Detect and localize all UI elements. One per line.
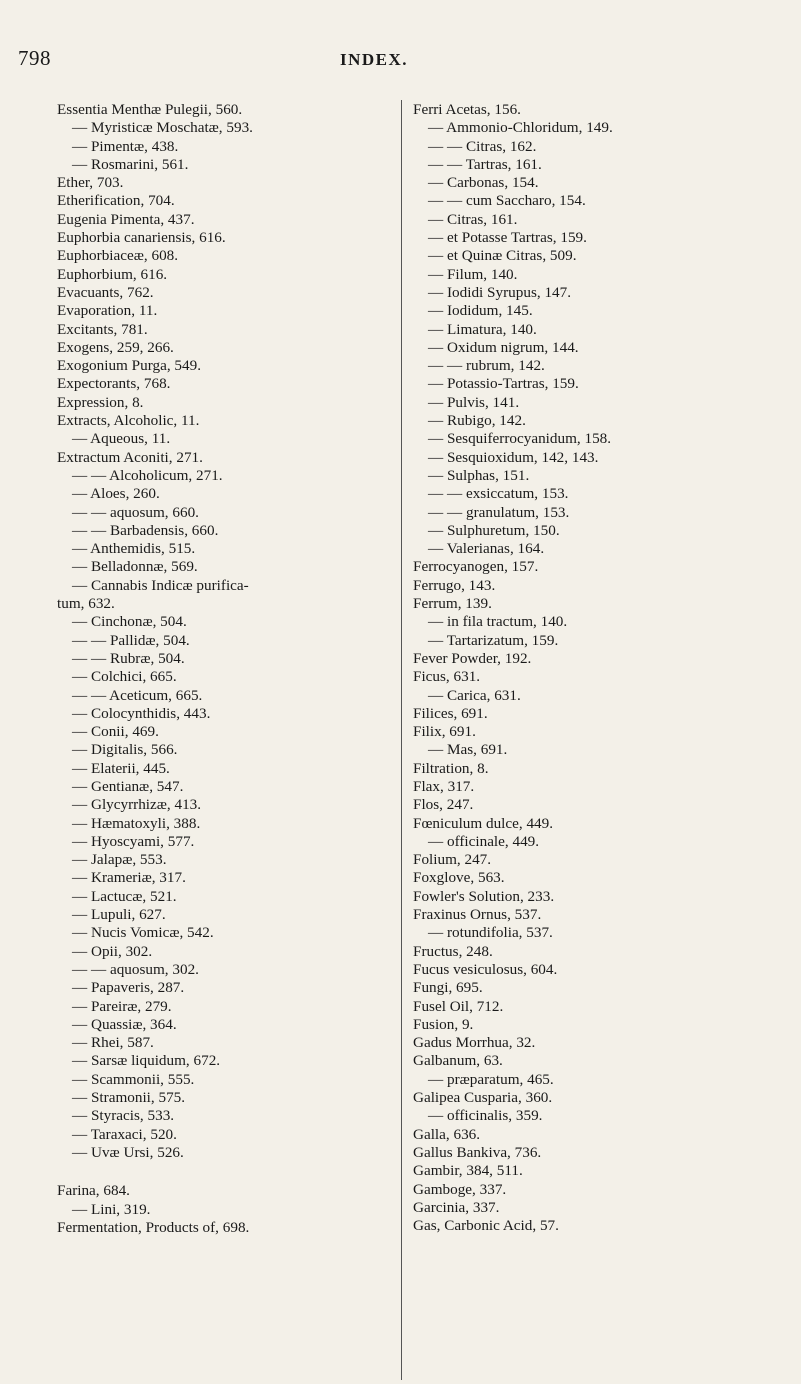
index-entry: Gas, Carbonic Acid, 57. [413, 1217, 559, 1235]
index-entry: Fusel Oil, 712. [413, 997, 504, 1015]
index-subentry: — Sesquiferrocyanidum, 158. [428, 430, 612, 448]
index-subentry: — Hyoscyami, 577. [72, 832, 195, 850]
index-subentry: — Iodidi Syrupus, 147. [428, 283, 572, 301]
index-subentry: — Stramonii, 575. [72, 1089, 186, 1107]
index-subentry: — in fila tractum, 140. [428, 613, 568, 631]
index-subentry: — Lactucæ, 521. [72, 887, 177, 905]
index-entry: Fever Powder, 192. [413, 649, 532, 667]
index-subentry: — — Aceticum, 665. [72, 686, 203, 704]
index-entry: Fusion, 9. [413, 1015, 474, 1033]
index-entry: Extractum Aconiti, 271. [57, 448, 203, 466]
index-entry: Euphorbia canariensis, 616. [57, 229, 226, 247]
index-entry: Fermentation, Products of, 698. [57, 1218, 250, 1236]
running-head-title: INDEX. [340, 50, 409, 69]
index-entry: Galipea Cusparia, 360. [413, 1089, 553, 1107]
index-subentry: — — Barbadensis, 660. [72, 521, 219, 539]
index-subentry: — Papaveris, 287. [72, 979, 185, 997]
index-entry: Expectorants, 768. [57, 375, 171, 393]
index-entry: Fungi, 695. [413, 979, 483, 997]
index-gap [57, 1162, 397, 1182]
index-subentry: — Scammonii, 555. [72, 1070, 195, 1088]
index-entry: Gallus Bankiva, 736. [413, 1143, 542, 1161]
index-subentry: — Cannabis Indicæ purifica- [72, 576, 249, 594]
index-subentry: — Styracis, 533. [72, 1107, 175, 1125]
index-subentry: — Opii, 302. [72, 942, 153, 960]
index-entry: Farina, 684. [57, 1182, 130, 1200]
index-entry: Ferrum, 139. [413, 595, 492, 613]
index-subentry: — — Rubræ, 504. [72, 649, 185, 667]
index-subentry: — Colocynthidis, 443. [72, 704, 211, 722]
index-subentry: — — granulatum, 153. [428, 503, 570, 521]
index-subentry: — Carica, 631. [428, 686, 521, 704]
index-subentry: — Sarsæ liquidum, 672. [72, 1052, 221, 1070]
index-subentry: — — Pallidæ, 504. [72, 631, 190, 649]
index-subentry: — Oxidum nigrum, 144. [428, 338, 579, 356]
index-entry: Evaporation, 11. [57, 302, 158, 320]
index-entry: Fructus, 248. [413, 942, 493, 960]
index-subentry: — et Potasse Tartras, 159. [428, 229, 587, 247]
index-entry: Galbanum, 63. [413, 1052, 503, 1070]
index-subentry: — Glycyrrhizæ, 413. [72, 796, 202, 814]
index-subentry: — — rubrum, 142. [428, 357, 545, 375]
index-subentry: — Carbonas, 154. [428, 174, 539, 192]
index-subentry: — Pulvis, 141. [428, 393, 520, 411]
index-entry: Fraxinus Ornus, 537. [413, 906, 542, 924]
index-subentry: — Myristicæ Moschatæ, 593. [72, 119, 253, 137]
index-entry: Fœniculum dulce, 449. [413, 814, 554, 832]
index-entry: Ether, 703. [57, 174, 124, 192]
index-entry: Galla, 636. [413, 1125, 481, 1143]
index-subentry: — Uvæ Ursi, 526. [72, 1143, 184, 1161]
index-subentry: — Sulphuretum, 150. [428, 521, 560, 539]
index-subentry: — Colchici, 665. [72, 668, 177, 686]
index-entry: Expression, 8. [57, 393, 144, 411]
index-entry: Ferrugo, 143. [413, 576, 496, 594]
index-subentry: — Taraxaci, 520. [72, 1125, 177, 1143]
index-subentry: — præparatum, 465. [428, 1070, 554, 1088]
index-entry: Flos, 247. [413, 796, 474, 814]
index-entry: Ferrocyanogen, 157. [413, 558, 539, 576]
index-subentry: — Limatura, 140. [428, 320, 537, 338]
index-subentry: — — Citras, 162. [428, 137, 537, 155]
index-subentry: — officinalis, 359. [428, 1107, 543, 1125]
index-entry: Ferri Acetas, 156. [413, 101, 521, 118]
index-subentry: — Hæmatoxyli, 388. [72, 814, 201, 832]
index-subentry: — Citras, 161. [428, 210, 518, 228]
index-subentry: — Quassiæ, 364. [72, 1015, 177, 1033]
index-entry: Gamboge, 337. [413, 1180, 507, 1198]
index-subentry: — Lini, 319. [72, 1200, 151, 1218]
index-subentry: — Rosmarini, 561. [72, 155, 189, 173]
index-subentry: — Potassio-Tartras, 159. [428, 375, 579, 393]
index-entry: Ficus, 631. [413, 668, 481, 686]
index-subentry: — Sesquioxidum, 142, 143. [428, 448, 599, 466]
index-entry: Filtration, 8. [413, 759, 489, 777]
index-subentry: — Iodidum, 145. [428, 302, 533, 320]
index-entry: Flax, 317. [413, 777, 475, 795]
index-entry: tum, 632. [57, 595, 115, 613]
index-subentry: — Nucis Vomicæ, 542. [72, 924, 214, 942]
index-entry: Garcinia, 337. [413, 1198, 500, 1216]
index-subentry: — Elaterii, 445. [72, 759, 170, 777]
index-subentry: — Pareiræ, 279. [72, 997, 172, 1015]
index-subentry: — — Alcoholicum, 271. [72, 466, 223, 484]
index-subentry: — Cinchonæ, 504. [72, 613, 187, 631]
index-entry: Filices, 691. [413, 704, 488, 722]
index-subentry: — Krameriæ, 317. [72, 869, 186, 887]
index-subentry: — Sulphas, 151. [428, 466, 530, 484]
index-entry: Etherification, 704. [57, 192, 175, 210]
page-number: 798 [18, 46, 51, 70]
index-entry: Gadus Morrhua, 32. [413, 1034, 536, 1052]
index-subentry: — et Quinæ Citras, 509. [428, 247, 577, 265]
index-subentry: — officinale, 449. [428, 832, 540, 850]
index-subentry: — Rubigo, 142. [428, 412, 526, 430]
index-entry: Fowler's Solution, 233. [413, 887, 555, 905]
index-subentry: — — aquosum, 302. [72, 960, 199, 978]
index-subentry: — Ammonio-Chloridum, 149. [428, 119, 613, 137]
index-subentry: — Filum, 140. [428, 265, 518, 283]
index-subentry: — Belladonnæ, 569. [72, 558, 198, 576]
index-entry: Fucus vesiculosus, 604. [413, 960, 558, 978]
index-entry: Essentia Menthæ Pulegii, 560. [57, 101, 243, 118]
index-entry: Gambir, 384, 511. [413, 1162, 523, 1180]
index-subentry: — Digitalis, 566. [72, 741, 178, 759]
index-entry: Exogonium Purga, 549. [57, 357, 201, 375]
index-subentry: — — exsiccatum, 153. [428, 485, 569, 503]
index-subentry: — — cum Saccharo, 154. [428, 192, 586, 210]
index-subentry: — Rhei, 587. [72, 1034, 154, 1052]
index-column-left [57, 101, 397, 1237]
index-entry: Evacuants, 762. [57, 283, 154, 301]
index-entry: Eugenia Pimenta, 437. [57, 210, 195, 228]
index-entry: Excitants, 781. [57, 320, 148, 338]
index-subentry: — Anthemidis, 515. [72, 540, 196, 558]
index-subentry: — Aloes, 260. [72, 485, 160, 503]
column-divider [401, 100, 402, 1380]
index-subentry: — Mas, 691. [428, 741, 508, 759]
index-column-right [413, 101, 793, 1235]
index-entry: Extracts, Alcoholic, 11. [57, 412, 200, 430]
index-subentry: — Pimentæ, 438. [72, 137, 179, 155]
index-entry: Euphorbium, 616. [57, 265, 168, 283]
index-entry: Filix, 691. [413, 723, 476, 741]
index-subentry: — Tartarizatum, 159. [428, 631, 559, 649]
index-entry: Folium, 247. [413, 851, 492, 869]
index-subentry: — Lupuli, 627. [72, 906, 166, 924]
index-subentry: — Aqueous, 11. [72, 430, 171, 448]
index-subentry: — — Tartras, 161. [428, 155, 542, 173]
index-subentry: — Valerianas, 164. [428, 540, 545, 558]
index-entry: Exogens, 259, 266. [57, 338, 174, 356]
index-subentry: — rotundifolia, 537. [428, 924, 553, 942]
index-subentry: — Gentianæ, 547. [72, 777, 184, 795]
index-subentry: — Jalapæ, 553. [72, 851, 167, 869]
index-entry: Euphorbiaceæ, 608. [57, 247, 179, 265]
index-entry: Foxglove, 563. [413, 869, 505, 887]
index-subentry: — Conii, 469. [72, 723, 159, 741]
index-subentry: — — aquosum, 660. [72, 503, 199, 521]
